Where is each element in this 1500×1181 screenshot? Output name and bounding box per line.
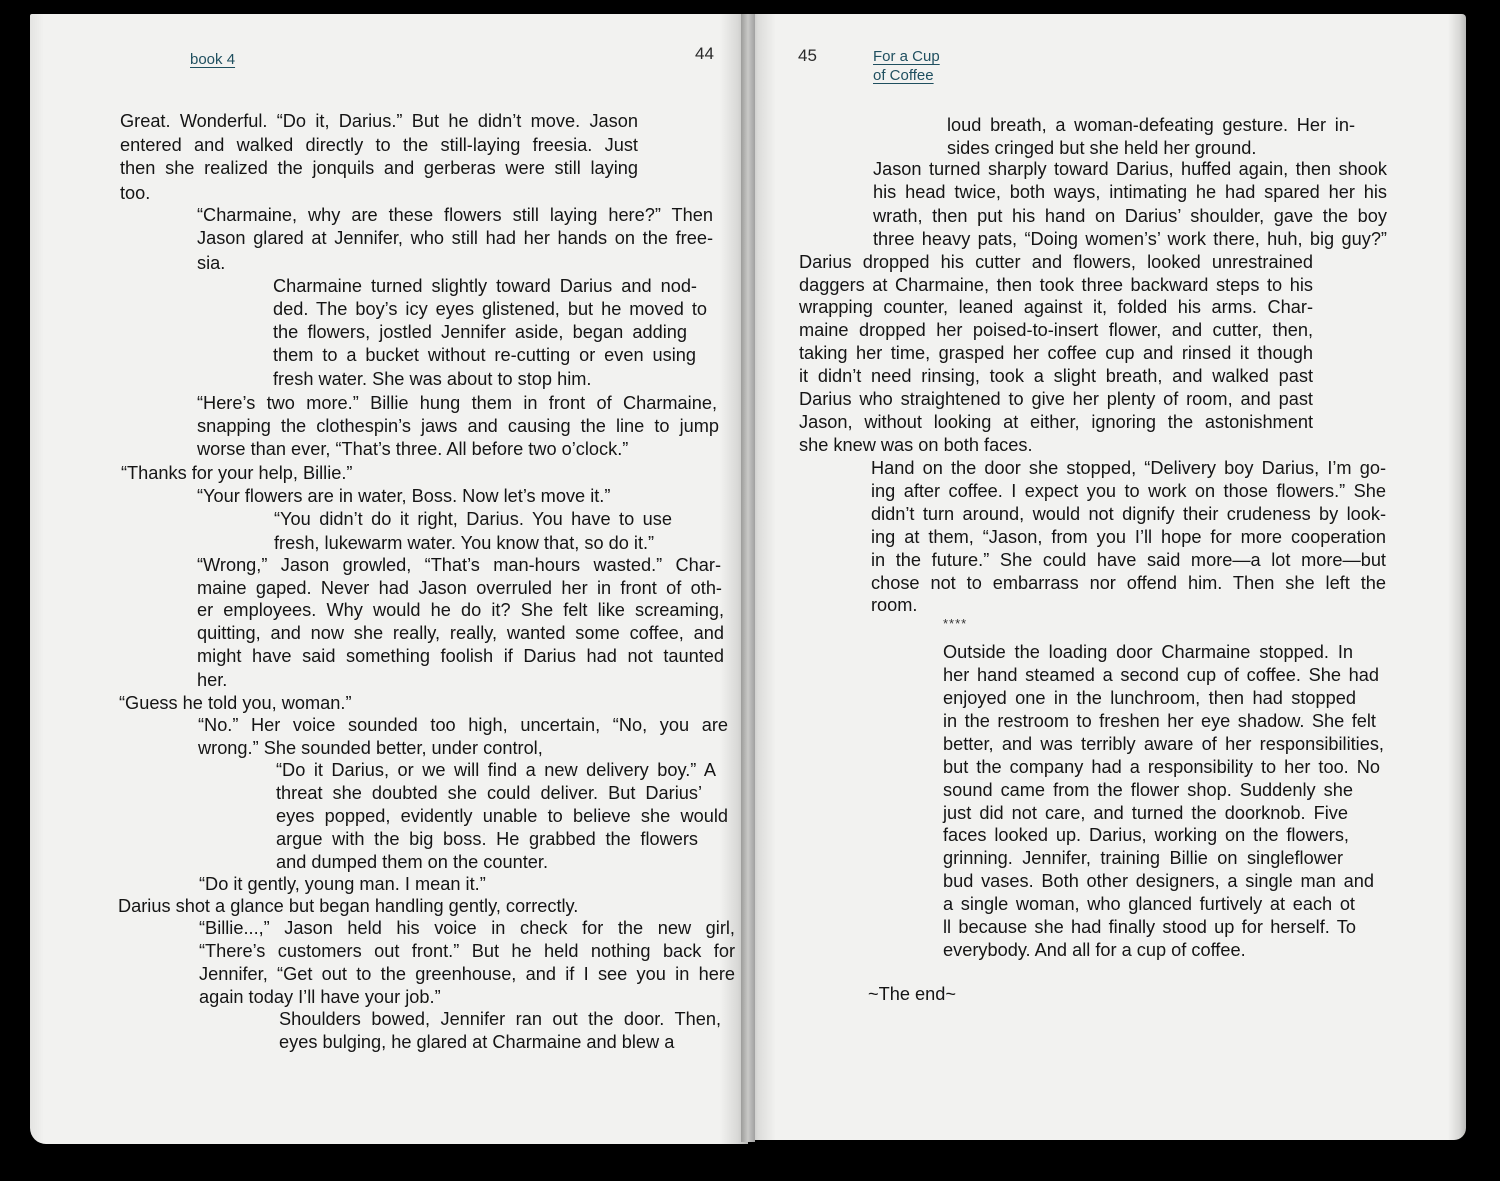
right-page-text-line: Jason turned sharply toward Darius, huffed again, then shook xyxy=(873,159,1387,179)
left-page-text-line: might have said something foolish if Darius had not taunted xyxy=(197,646,724,666)
left-page-text-line: fresh water. She was about to stop him. xyxy=(273,369,592,389)
running-head-title-line1: For a Cup xyxy=(873,48,940,65)
left-page-text-line: her. xyxy=(197,670,228,690)
left-page-text-line: wrong.” She sounded better, under control, xyxy=(198,738,543,758)
right-page-text-line: daggers at Charmaine, then took three backward steps to his xyxy=(799,275,1313,295)
left-page-text-line: Jennifer, “Get out to the greenhouse, and if I see you in here xyxy=(199,964,735,984)
running-head-book: book 4 xyxy=(190,51,236,68)
left-page-text-line: “You didn’t do it right, Darius. You have to use xyxy=(274,509,672,529)
left-page-text-line: Great. Wonderful. “Do it, Darius.” But he didn’t move. Jason xyxy=(120,111,638,131)
left-page-text-line: Charmaine turned slightly toward Darius and nod- xyxy=(273,276,697,296)
left-page-text-line: then she realized the jonquils and gerberas were still laying xyxy=(120,158,638,178)
right-page-text-line: didn’t turn around, would not dignify their crudeness by look- xyxy=(871,504,1386,524)
right-page-text-line: room. xyxy=(871,595,918,615)
right-page-text-line: her hand steamed a second cup of coffee. She had xyxy=(943,665,1379,685)
left-page-text-line: sia. xyxy=(197,253,226,273)
right-page-text-line: Hand on the door she stopped, “Delivery boy Darius, I’m go- xyxy=(871,458,1386,478)
left-page-text-line: er employees. Why would he do it? She felt like screaming, xyxy=(197,600,724,620)
book-gutter xyxy=(741,14,755,1142)
left-page-text-line: threat she doubted she could deliver. But Darius’ xyxy=(276,783,702,803)
right-page-text-line: everybody. And all for a cup of coffee. xyxy=(943,940,1246,960)
right-page-text-line: taking her time, grasped her coffee cup and rinsed it though xyxy=(799,343,1313,363)
left-page-text-line: “Charmaine, why are these flowers still laying here?” Then xyxy=(197,205,713,225)
right-page-text-line: just did not care, and turned the doorknob. Five xyxy=(943,803,1348,823)
left-page-text-line: “Do it gently, young man. I mean it.” xyxy=(199,874,486,894)
right-page-text-line: a single woman, who glanced furtively at each ot xyxy=(943,894,1355,914)
left-page-text-line: “Do it Darius, or we will find a new delivery boy.” A xyxy=(276,760,716,780)
left-page-text-line: quitting, and now she really, really, wanted some coffee, and xyxy=(197,623,724,643)
left-page-text-line: “Your flowers are in water, Boss. Now let’s move it.” xyxy=(197,486,611,506)
right-page-text-line: Darius who straightened to give her plenty of room, and past xyxy=(799,389,1313,409)
right-page-text-line: ll because she had finally stood up for herself. To xyxy=(943,917,1356,937)
left-page-text-line: “Here’s two more.” Billie hung them in front of Charmaine, xyxy=(197,393,717,413)
right-page-text-line: grinning. Jennifer, training Billie on singleflower xyxy=(943,848,1343,868)
right-page-text-line: faces looked up. Darius, working on the flowers, xyxy=(943,825,1349,845)
left-page-text-line: “Wrong,” Jason growled, “That’s man-hours wasted.” Char- xyxy=(197,555,721,575)
right-page-text-line: better, and was terribly aware of her responsibilities, xyxy=(943,734,1384,754)
left-page-text-line: Darius shot a glance but began handling gently, correctly. xyxy=(118,896,579,916)
left-page-text-line: fresh, lukewarm water. You know that, so do it.” xyxy=(274,533,655,553)
right-page-text-line: Outside the loading door Charmaine stopped. In xyxy=(943,642,1353,662)
left-page-text-line: again today I’ll have your job.” xyxy=(199,987,441,1007)
left-page-text-line: ded. The boy’s icy eyes glistened, but he moved to xyxy=(273,299,707,319)
right-page-text-line: his head twice, both ways, intimating he had spared her his xyxy=(873,182,1387,202)
left-page-text-line: eyes bulging, he glared at Charmaine and blew a xyxy=(279,1032,675,1052)
right-page-text-line: loud breath, a woman-defeating gesture. Her in- xyxy=(947,115,1355,135)
left-page-text-line: argue with the big boss. He grabbed the flowers xyxy=(276,829,698,849)
page-number-right: 45 xyxy=(798,46,817,65)
right-page-text-line: enjoyed one in the lunchroom, then had stopped xyxy=(943,688,1356,708)
right-page-text-line: wrapping counter, leaned against it, folded his arms. Char- xyxy=(799,297,1313,317)
right-page-text-line: Darius dropped his cutter and flowers, looked unrestrained xyxy=(799,252,1313,272)
left-page-text-line: entered and walked directly to the still-laying freesia. Just xyxy=(120,135,638,155)
left-page-text-line: the flowers, jostled Jennifer aside, began adding xyxy=(273,322,687,342)
right-page-text-line: bud vases. Both other designers, a single man and xyxy=(943,871,1374,891)
right-page-text-line: ~The end~ xyxy=(868,984,956,1004)
right-page-text-line: ing at them, “Jason, from you I’ll hope for more cooperation xyxy=(871,527,1386,547)
right-page-text-line: wrath, then put his hand on Darius’ shoulder, gave the boy xyxy=(873,206,1387,226)
page-number-left: 44 xyxy=(695,44,714,63)
left-page-text-line: maine gaped. Never had Jason overruled her in front of oth- xyxy=(197,578,722,598)
left-page-text-line: “Guess he told you, woman.” xyxy=(119,693,352,713)
right-page-text-line: Jason, without looking at either, ignoring the astonishment xyxy=(799,412,1313,432)
left-page-text-line: worse than ever, “That’s three. All before two o’clock.” xyxy=(197,439,629,459)
left-page-text-line: too. xyxy=(120,183,151,203)
right-page-text-line: sound came from the flower shop. Suddenly she xyxy=(943,780,1353,800)
right-page-text-line: but the company had a responsibility to her too. No xyxy=(943,757,1380,777)
right-page-text-line: it didn’t need rinsing, took a slight breath, and walked past xyxy=(799,366,1313,386)
running-head-title-line2: of Coffee xyxy=(873,67,934,84)
right-page-text-line: in the future.” She could have said more—a lot more—but xyxy=(871,550,1386,570)
left-page-text-line: and dumped them on the counter. xyxy=(276,852,548,872)
left-page-text-line: “There’s customers out front.” But he held nothing back for xyxy=(199,941,735,961)
left-page-text-line: “No.” Her voice sounded too high, uncertain, “No, you are xyxy=(198,715,728,735)
right-page-text-line: maine dropped her poised-to-insert flower, and cutter, then, xyxy=(799,320,1313,340)
left-page-text-line: snapping the clothespin’s jaws and causing the line to jump xyxy=(197,416,719,436)
left-page-text-line: Jason glared at Jennifer, who still had her hands on the free- xyxy=(197,228,713,248)
right-page-text-line: **** xyxy=(943,616,968,631)
right-page-text-line: three heavy pats, “Doing women’s’ work there, huh, big guy?” xyxy=(873,229,1387,249)
right-page-text-line: she knew was on both faces. xyxy=(799,435,1033,455)
right-page-text-line: chose not to embarrass nor offend him. Then she left the xyxy=(871,573,1386,593)
left-page-text-line: them to a bucket without re-cutting or even using xyxy=(273,345,696,365)
left-page-text-line: eyes popped, evidently unable to believe she would xyxy=(276,806,728,826)
left-page-text-line: “Billie...,” Jason held his voice in check for the new girl, xyxy=(199,918,735,938)
right-page-text-line: in the restroom to freshen her eye shadow. She felt xyxy=(943,711,1376,731)
left-page-text-line: “Thanks for your help, Billie.” xyxy=(121,463,353,483)
right-page-text-line: sides cringed but she held her ground. xyxy=(947,138,1257,158)
right-page-text-line: ing after coffee. I expect you to work on those flowers.” She xyxy=(871,481,1386,501)
left-page-text-line: Shoulders bowed, Jennifer ran out the door. Then, xyxy=(279,1009,721,1029)
